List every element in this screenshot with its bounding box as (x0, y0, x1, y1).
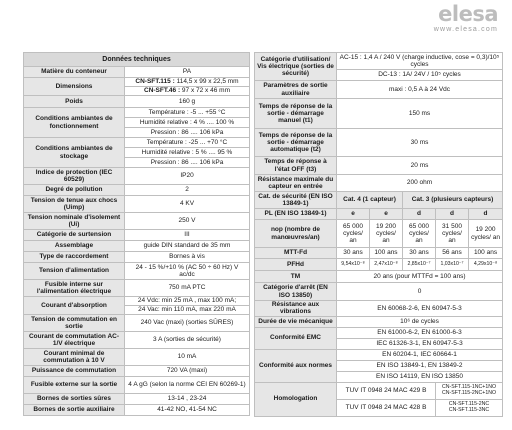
pfhd-value: 2,85x10⁻⁷ (403, 259, 436, 271)
row-label: Catégorie d'arrêt (EN ISO 13850) (255, 283, 337, 301)
row-value: III (125, 230, 250, 241)
row-label: Catégorie d'utilisation/ Vis électrique (sorties de sécurité) (255, 53, 337, 81)
row-label: Conditions ambiantes de stockage (24, 138, 125, 168)
row-value: 750 mA PTC (125, 280, 250, 297)
homologation-cert: TUV IT 0948 24 MAC 429 B (337, 382, 436, 399)
model-prefix: CN-SFT.115 : (135, 78, 175, 86)
row-value: EN ISO 13849-1, EN 13849-2 (337, 360, 503, 371)
row-label: Assemblage (24, 241, 125, 252)
row-label: Temps de réponse de la sortie - démarrage manuel (t1) (255, 99, 337, 129)
pfhd-value: 9,54x10⁻⁸ (337, 259, 370, 271)
row-value: 3 A (sorties de sécurité) (125, 332, 250, 349)
row-label: Résistance aux vibrations (255, 301, 337, 317)
homologation-cert: TUV IT 0948 24 MAC 428 B (337, 399, 436, 416)
row-label: Conditions ambiantes de fonctionnement (24, 108, 125, 138)
pl-value: e (337, 209, 370, 220)
row-label: Degré de pollution (24, 185, 125, 196)
row-value: EN 60068-2-6, EN 60947-5-3 (337, 301, 503, 317)
row-value: 30 ms (337, 129, 503, 157)
row-label: Bornes de sortie auxiliaire (24, 405, 125, 416)
row-label: TM (255, 271, 337, 283)
mttf-value: 30 ans (337, 248, 370, 259)
table-title: Données techniques (24, 53, 250, 67)
row-label: Temps de réponse à l'état OFF (t3) (255, 157, 337, 175)
pfhd-value: 4,29x10⁻⁸ (469, 259, 503, 271)
row-value: 160 g (125, 96, 250, 108)
model-code: CN-SFT.115-1NC+1NO (442, 383, 496, 390)
row-value: 20 ms (337, 157, 503, 175)
mttf-value: 100 ans (469, 248, 503, 259)
pfhd-value: 1,03x10⁻⁷ (436, 259, 469, 271)
row-value: 2 (125, 185, 250, 196)
row-label: Cat. de sécurité (EN ISO 13849-1) (255, 192, 337, 209)
row-value: 150 ms (337, 99, 503, 129)
row-label: Courant d'absorption (24, 297, 125, 315)
row-value: PA (125, 67, 250, 78)
row-value: maxi : 0,5 A à 24 Vdc (337, 81, 503, 99)
model-code: CN-SFT.115-2NC+1NO (442, 389, 496, 396)
row-value: 240 Vac (maxi) (sorties SÛRES) (125, 315, 250, 332)
elesa-logo (416, 3, 498, 35)
row-value: AC-15 : 1,4 A / 240 V (charge inductive, cose = 0,3)/10⁵ cycles (337, 53, 503, 70)
row-value: 720 VA (maxi) (125, 366, 250, 377)
pl-value: d (469, 209, 503, 220)
row-label: Matière du conteneur (24, 67, 125, 78)
row-label: Tension nominale d'isolement (Ui) (24, 213, 125, 230)
mttf-value: 56 ans (436, 248, 469, 259)
row-value: guide DIN standard de 35 mm (125, 241, 250, 252)
row-value: EN 60204-1, IEC 60664-1 (337, 349, 503, 360)
cat4-header: Cat. 4 (1 capteur) (337, 192, 403, 209)
row-value: EN 61000-6-2, EN 61000-6-3 (337, 327, 503, 338)
row-value: Humidité relative : 5 % .... 95 % (125, 148, 250, 158)
pfhd-value: 2,47x10⁻⁸ (370, 259, 403, 271)
row-label: MTT-Fd (255, 248, 337, 259)
row-label: Puissance de commutation (24, 366, 125, 377)
row-label: Fusible interne sur l'alimentation électrique (24, 280, 125, 297)
row-value: Température : -25 ... +70 °C (125, 138, 250, 148)
row-label: Catégorie de surtension (24, 230, 125, 241)
pl-value: d (436, 209, 469, 220)
row-label: Tension d'alimentation (24, 263, 125, 280)
row-value: 24 Vac: min 110 mA, max 220 mA (125, 306, 250, 315)
row-value: 4 KV (125, 196, 250, 213)
model-code: CN-SFT.115-2NC (448, 400, 490, 407)
row-label: Temps de réponse de la sortie - démarrage automatique (t2) (255, 129, 337, 157)
row-value: CN-SFT.115 : 114,5 x 99 x 22,5 mm (125, 78, 250, 87)
row-value: 200 ohm (337, 175, 503, 192)
row-value: 10⁶ de cycles (337, 316, 503, 327)
row-label: Bornes de sorties sûres (24, 394, 125, 405)
row-value: Température : -5 ... +55 °C (125, 108, 250, 118)
row-value: 250 V (125, 213, 250, 230)
mttf-value: 100 ans (370, 248, 403, 259)
row-value: 24 - 15 %/+10 % (AC 50 ÷ 60 Hz) V ac/dc (125, 263, 250, 280)
row-value: DC-13 : 1A/ 24V / 10⁵ cycles (337, 70, 503, 81)
technical-data-table-left (23, 52, 250, 416)
technical-data-table-right (254, 52, 503, 417)
nop-value: 19 200 cycles/ an (469, 220, 503, 248)
row-value: IEC 61326-3-1, EN 60947-5-3 (337, 338, 503, 349)
row-label: Tension de tenue aux chocs (Uimp) (24, 196, 125, 213)
row-value: Humidité relative : 4 % .... 100 % (125, 118, 250, 128)
logo-url: www.elesa.com (433, 26, 498, 33)
pl-value: d (403, 209, 436, 220)
row-value: Pression : 86 .... 106 kPa (125, 158, 250, 168)
row-value: 41-42 NO, 41-54 NC (125, 405, 250, 416)
row-label: Poids (24, 96, 125, 108)
pl-value: e (370, 209, 403, 220)
row-label: nop (nombre de manœuvres/an) (255, 220, 337, 248)
row-label: Dimensions (24, 78, 125, 96)
mttf-value: 30 ans (403, 248, 436, 259)
row-label: Type de raccordement (24, 252, 125, 263)
row-value: CN-SFT.46 : 97 x 72 x 46 mm (125, 87, 250, 96)
nop-value: 31 500 cycles/ an (436, 220, 469, 248)
homologation-models (436, 399, 503, 416)
row-label: PL (EN ISO 13849-1) (255, 209, 337, 220)
row-value: IP20 (125, 168, 250, 185)
homologation-models (436, 382, 503, 399)
nop-value: 65 000 cycles/ an (337, 220, 370, 248)
row-label: Fusible externe sur la sortie (24, 377, 125, 394)
row-value: Bornes à vis (125, 252, 250, 263)
row-label: Conformité aux normes (255, 349, 337, 382)
nop-value: 19 200 cycles/ an (370, 220, 403, 248)
row-value: 20 ans (pour MTTFd = 100 ans) (337, 271, 503, 283)
row-label: Tension de commutation en sortie (24, 315, 125, 332)
row-label: PFHd (255, 259, 337, 271)
model-code: CN-SFT.115-3NC (448, 406, 490, 413)
row-value: 10 mA (125, 349, 250, 366)
nop-value: 65 000 cycles/ an (403, 220, 436, 248)
row-label: Résistance maximale du capteur en entrée (255, 175, 337, 192)
row-label: Indice de protection (IEC 60529) (24, 168, 125, 185)
row-value: 4 A gG (selon la norme CEI EN 60269-1) (125, 377, 250, 394)
row-label: Paramètres de sortie auxiliaire (255, 81, 337, 99)
row-value: 13-14 , 23-24 (125, 394, 250, 405)
row-value: 0 (337, 283, 503, 301)
row-label: Conformité EMC (255, 327, 337, 349)
row-value: EN ISO 14119, EN ISO 13850 (337, 371, 503, 382)
row-label: Courant minimal de commutation à 10 V (24, 349, 125, 366)
row-label: Courant de commutation AC-1/V électrique (24, 332, 125, 349)
logo-brand: elesa (438, 2, 498, 26)
model-prefix: CN-SFT.46 : (144, 87, 181, 95)
cat3-header: Cat. 3 (plusieurs capteurs) (403, 192, 503, 209)
row-value: Pression : 86 .... 106 kPa (125, 128, 250, 138)
row-label: Homologation (255, 382, 337, 416)
row-value: 24 Vdc: min 25 mA , max 100 mA; (125, 297, 250, 306)
row-label: Durée de vie mécanique (255, 316, 337, 327)
